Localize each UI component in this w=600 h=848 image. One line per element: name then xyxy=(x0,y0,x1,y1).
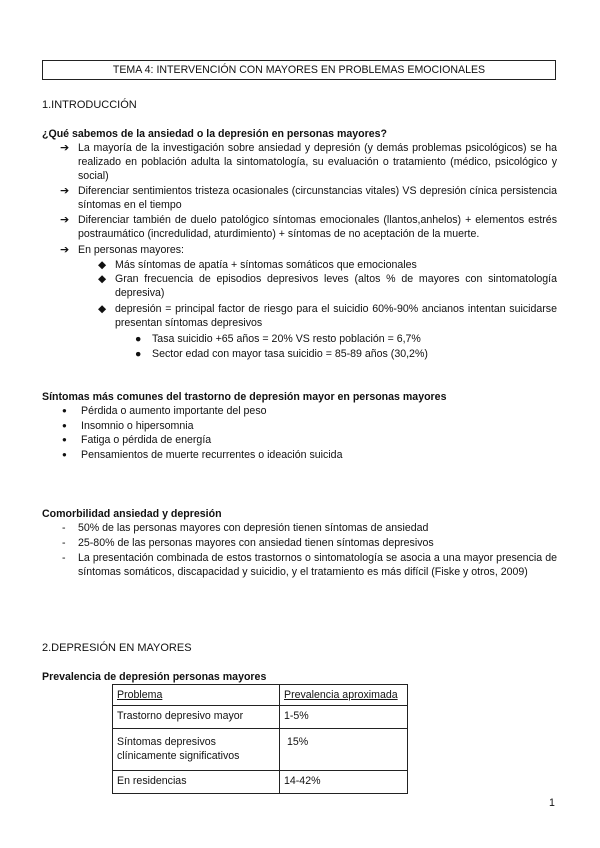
arrow-icon: ➔ xyxy=(60,142,70,154)
dash-bullet: - xyxy=(62,537,66,549)
section-1-heading: 1.INTRODUCCIÓN xyxy=(42,99,137,111)
list-item: - La presentación combinada de estos trastornos o sintomatología se asocia a una mayor presencia de síntomas somáticos, discapacidad y suicidio, y el tratamiento es más difícil (Fiske y otros, 2009) xyxy=(62,552,557,578)
table-row xyxy=(113,706,408,729)
table-cell: 14-42% xyxy=(280,771,408,794)
list-item: ● Pensamientos de muerte recurrentes o ideación suicida xyxy=(62,449,343,461)
dash-bullet: - xyxy=(62,522,66,534)
prevalence-heading: Prevalencia de depresión personas mayores xyxy=(42,671,267,683)
list-item: ➔ Diferenciar también de duelo patológico síntomas emocionales (llantos,anhelos) + elementos estrés postraumático (incredulidad, aturdimiento) + síntomas de no aceptación de la muerte. xyxy=(60,214,557,240)
bullet-dot-icon: ● xyxy=(135,333,142,345)
table-cell: Trastorno depresivo mayor xyxy=(113,706,280,729)
document-title: TEMA 4: INTERVENCIÓN CON MAYORES EN PROBLEMAS EMOCIONALES xyxy=(112,64,486,76)
diamond-bullet-icon: ◆ xyxy=(98,273,107,285)
bullet-dot-icon: ● xyxy=(62,406,67,415)
bullet-dot-icon: ● xyxy=(62,435,67,444)
list-item: - 50% de las personas mayores con depresión tienen síntomas de ansiedad xyxy=(62,522,429,534)
diamond-bullet-icon: ◆ xyxy=(98,259,107,271)
table-row xyxy=(113,729,408,771)
list-item: ➔ En personas mayores: xyxy=(60,244,184,256)
diamond-bullet-icon: ◆ xyxy=(98,303,107,315)
section-1-question: ¿Qué sabemos de la ansiedad o la depresión en personas mayores? xyxy=(42,128,388,140)
list-item: ◆ depresión = principal factor de riesgo para el suicidio 60%-90% ancianos intentan suicidarse presentan síntomas depresivos xyxy=(98,303,557,329)
table-header-cell: Prevalencia aproximada xyxy=(280,685,408,706)
list-item: - 25-80% de las personas mayores con ansiedad tienen síntomas depresivos xyxy=(62,537,434,549)
list-item: ◆ Más síntomas de apatía + síntomas somáticos que emocionales xyxy=(98,259,417,271)
table-header-cell: Problema xyxy=(113,685,280,706)
table-header-row xyxy=(113,685,408,706)
list-item: ● Pérdida o aumento importante del peso xyxy=(62,405,267,417)
list-item: ● Fatiga o pérdida de energía xyxy=(62,434,212,446)
prevalence-table xyxy=(112,684,408,794)
list-item: ● Insomnio o hipersomnia xyxy=(62,420,194,432)
arrow-icon: ➔ xyxy=(60,244,70,256)
list-item: ➔ Diferenciar sentimientos tristeza ocasionales (circunstancias vitales) VS depresión cínica persistencia síntomas en el tiempo xyxy=(60,185,557,211)
bullet-dot-icon: ● xyxy=(135,348,142,360)
arrow-icon: ➔ xyxy=(60,214,70,226)
list-item: ◆ Gran frecuencia de episodios depresivos leves (altos % de mayores con sintomatología depresiva) xyxy=(98,273,557,299)
table-cell: En residencias xyxy=(113,771,280,794)
comorbidity-heading: Comorbilidad ansiedad y depresión xyxy=(42,508,222,520)
bullet-dot-icon: ● xyxy=(62,450,67,459)
symptoms-heading: Síntomas más comunes del trastorno de depresión mayor en personas mayores xyxy=(42,391,447,403)
document-title-box xyxy=(42,60,556,80)
table-cell: 15% xyxy=(280,729,408,771)
page-number: 1 xyxy=(549,797,555,809)
table-cell: 1-5% xyxy=(280,706,408,729)
list-item: ● Sector edad con mayor tasa suicidio = 85-89 años (30,2%) xyxy=(135,348,428,360)
list-item: ● Tasa suicidio +65 años = 20% VS resto población = 6,7% xyxy=(135,333,421,345)
list-item: ➔ La mayoría de la investigación sobre ansiedad y depresión (y demás problemas psicológicos) se ha realizado en población adulta la sintomatología, su evaluación o tratamiento (médico, psicológico y social) xyxy=(60,142,557,182)
bullet-dot-icon: ● xyxy=(62,421,67,430)
arrow-icon: ➔ xyxy=(60,185,70,197)
dash-bullet: - xyxy=(62,552,66,564)
section-2-heading: 2.DEPRESIÓN EN MAYORES xyxy=(42,642,192,654)
table-cell: Síntomas depresivos clínicamente significativos xyxy=(113,729,280,771)
table-row xyxy=(113,771,408,794)
